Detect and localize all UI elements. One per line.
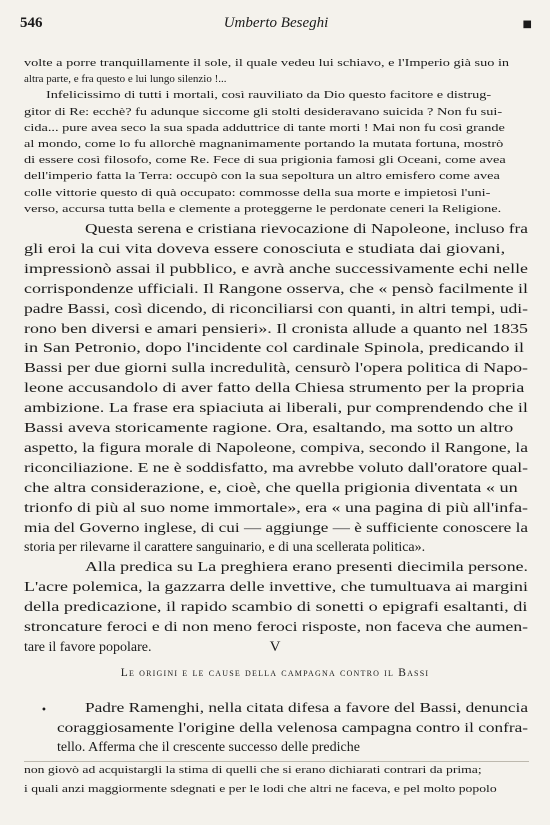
quote-line: altra parte, e fra questo e lui lungo silenzio !...	[24, 73, 227, 86]
body-line: mia del Governo inglese, di cui — aggiunge — è sufficiente conoscere la	[24, 520, 528, 536]
corner-mark: ■	[522, 19, 532, 30]
body-line: padre Bassi, così dicendo, di riconciliarsi con quanti, in altri tempi, udi-	[24, 301, 528, 317]
page-number: 546	[20, 15, 43, 31]
body-line: storia per rilevarne il carattere sanguinario, e di una scellerata politica».	[24, 540, 426, 556]
section-line: coraggiosamente l'origine della velenosa campagna contro il confra-	[57, 720, 528, 736]
section-title: Le origini e le cause della campagna contro il Bassi	[120, 667, 430, 679]
body-line: leone accusandolo di aver fatto della Chiesa strumento per la propria	[24, 381, 525, 397]
body-line: riconciliazione. E ne è soddisfatto, ma avrebbe voluto dall'oratore qual-	[24, 460, 528, 476]
footnote-line: i quali anzi maggiormente sdegnati e per le lodi che altri ne faceva, e pel molto popolo	[24, 784, 497, 795]
body-line: Alla predica su La preghiera erano presenti diecimila persone.	[85, 560, 528, 576]
quote-line: cida... pure avea seco la sua spada adduttrice di tante morti ! Mai non fu così grande	[24, 121, 505, 134]
body-line: rono ben diversi e amari pensieri». Il cronista allude a quanto nel 1835	[24, 321, 528, 337]
section-line: tello. Afferma che il crescente successo delle prediche	[57, 740, 360, 756]
section-line: Padre Ramenghi, nella citata difesa a favore del Bassi, denuncia	[85, 701, 528, 716]
body-line: corrispondenze ufficiali. Il Rangone osserva, che « pensò facilmente il	[24, 281, 528, 297]
quote-line: Infelicissimo di tutti i mortali, così rauviliato da Dio questo facitore e distrug-	[46, 89, 492, 102]
body-line: in San Petronio, dopo l'incidente col cardinale Spinola, predicando il	[24, 341, 525, 357]
footnote-line: non giovò ad acquistargli la stima di quelli che si erano dichiarati contrari da prima;	[24, 765, 482, 776]
section-number: V	[269, 639, 281, 655]
body-line: gli eroi la cui vita doveva essere conosciuta e studiata dai giovani,	[24, 241, 506, 257]
quote-line: dell'imperio fatta la Terra: occupò con la sua sepoltura un altro emisfero come avea	[24, 170, 500, 183]
margin-bullet: •	[41, 705, 47, 716]
body-line: Bassi per due giorni sulla incredulità, censurò l'opera politica di Napo-	[24, 361, 528, 377]
body-line: che altra considerazione, e, cioè, che quella prigionia diventata « un	[24, 480, 518, 496]
body-line: della predicazione, il rapido scambio di sonetti o epigrafi esaltanti, di	[24, 600, 528, 616]
running-head: Umberto Beseghi	[223, 15, 329, 31]
body-line: aspetto, la figura morale di Napoleone, compiva, secondo il Rangone, la	[24, 440, 528, 456]
body-line: trionfo di più al suo nome immortale», era « una pagina di più all'infa-	[24, 500, 528, 516]
body-line: stroncature feroci e di non meno feroci risposte, non faceva che aumen-	[24, 620, 528, 635]
body-line: impressionò assai il pubblico, e avrà anche successivamente echi nelle	[24, 261, 528, 277]
body-line: tare il favore popolare.	[24, 639, 152, 655]
quote-line: gitor di Re: ecchè? fu adunque siccome gli stolti desideravano suicida ? Non fu sui-	[24, 105, 503, 118]
footnote-rule	[24, 761, 529, 762]
quote-line: al mondo, come lo fu allorchè magnanimamente portando la mutata fortuna, mostrò	[24, 138, 504, 150]
body-line: L'acre polemica, la gazzarra delle invettive, che tumultuava ai margini	[24, 580, 528, 596]
quote-line: volte a porre tranquillamente il sole, il quale vedeu lui schiavo, e l'Imperio già suo in	[24, 57, 510, 69]
quote-line: di essere così filosofo, come Re. Fece di sua prigionia famosi gli Oceani, come avea	[24, 154, 506, 167]
quote-line: verso, accursa tutta bella e clemente a proteggerne le perdonate ceneri la Religione.	[24, 202, 502, 215]
body-line: ambizione. La frase era spiaciuta ai liberali, pur comprendendo che il	[24, 401, 528, 417]
body-line: Bassi aveva storicamente ragione. Ora, esaltando, ma sotto un altro	[24, 421, 514, 436]
body-line: Questa serena e cristiana rievocazione di Napoleone, incluso fra	[85, 222, 528, 237]
quote-line: colle vittorie questo di quà occupato: commosse della sua morte e impietosì l'uni-	[24, 186, 491, 199]
